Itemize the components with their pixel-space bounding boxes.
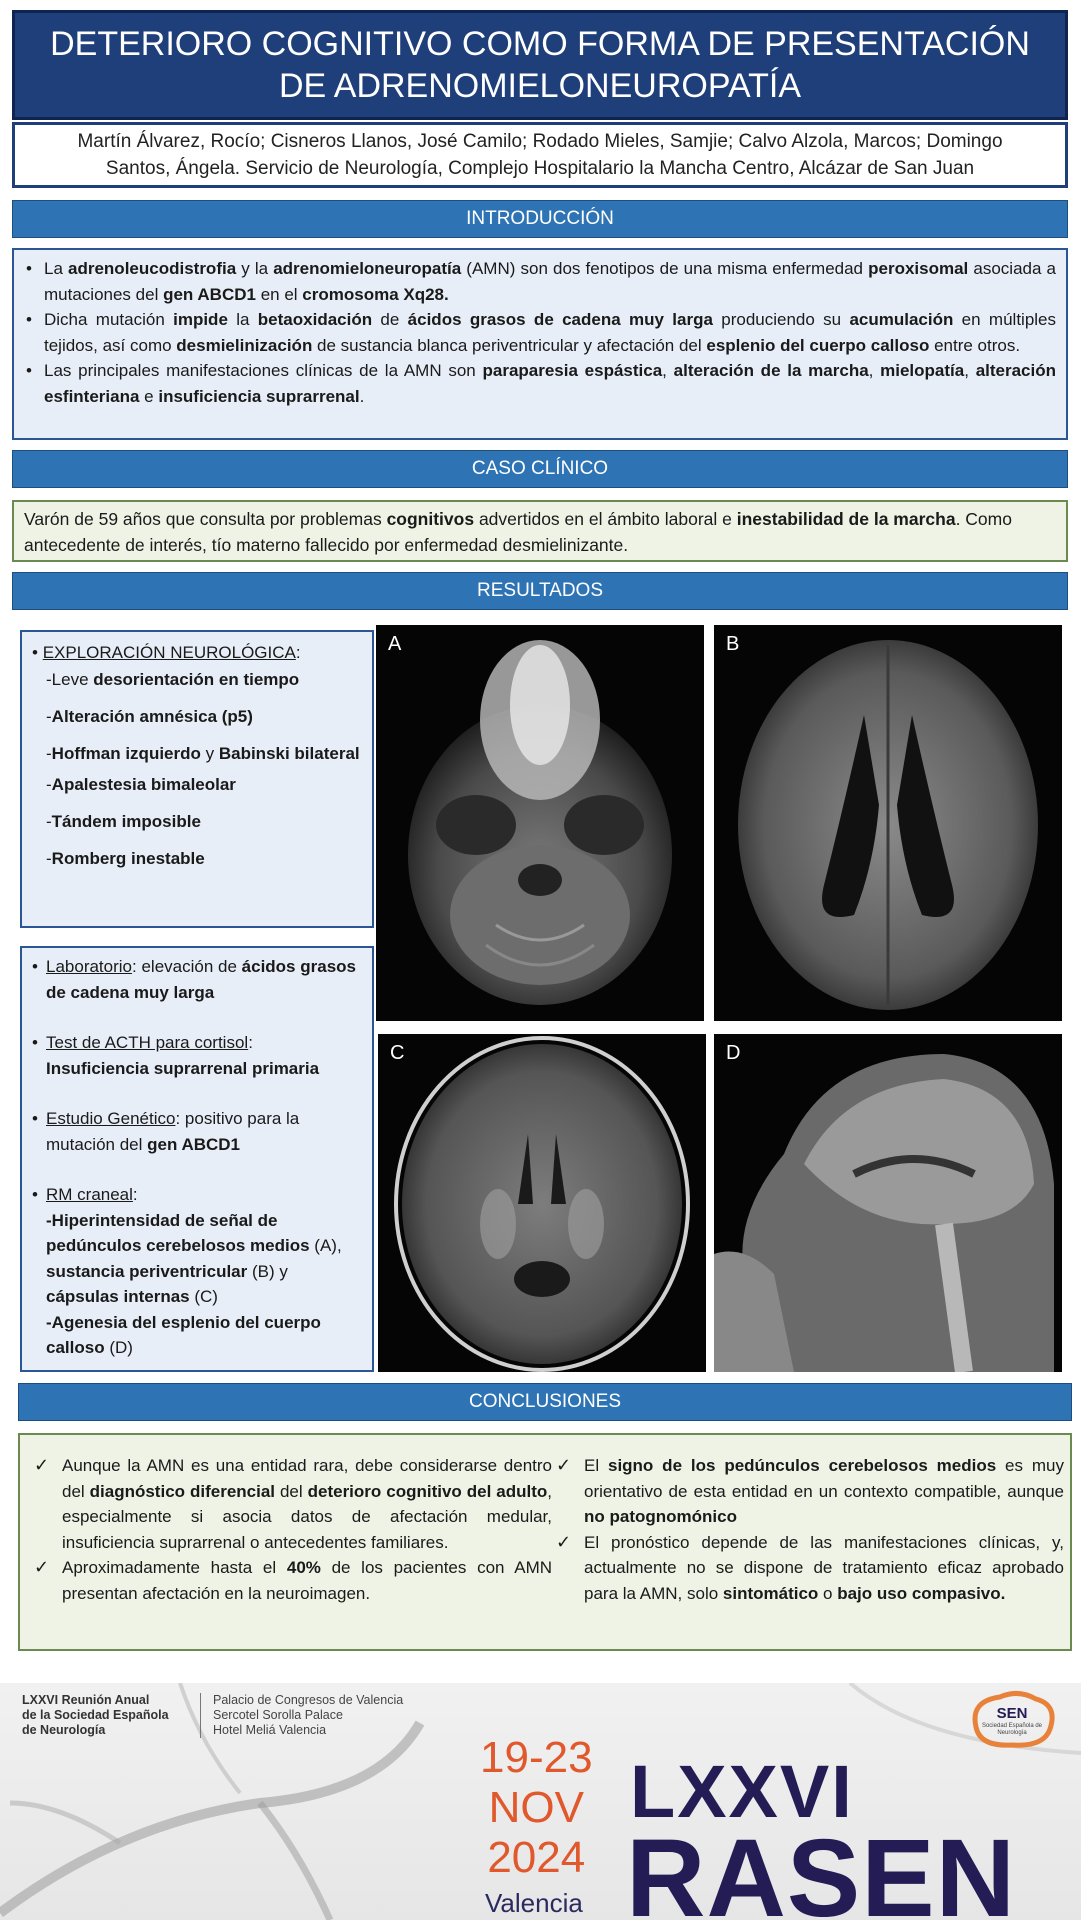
acth-item: • Test de ACTH para cortisol: Insuficiencia suprarrenal primaria bbox=[32, 1030, 362, 1081]
event-dates: 19-23 NOV 2024 bbox=[480, 1733, 593, 1882]
section-header-conclusions: CONCLUSIONES bbox=[18, 1383, 1072, 1421]
poster-title: DETERIORO COGNITIVO COMO FORMA DE PRESENTACIÓN DE ADRENOMIELONEUROPATÍA bbox=[12, 10, 1068, 120]
section-header-results: RESULTADOS bbox=[12, 572, 1068, 610]
conclusion-item: ✓ El pronóstico depende de las manifestaciones clínicas, y, actualmente no se dispone de tratamiento eficaz aprobado para la AMN, solo sintomático o bajo uso compasivo. bbox=[556, 1531, 1064, 1603]
check-icon: ✓ bbox=[34, 1557, 50, 1577]
mri-image-d bbox=[714, 1034, 1062, 1372]
genetic-item: • Estudio Genético: positivo para la mutación del gen ABCD1 bbox=[32, 1106, 362, 1157]
case-panel bbox=[12, 500, 1068, 562]
lab-panel bbox=[20, 946, 374, 1372]
event-city: Valencia bbox=[485, 1888, 583, 1918]
event-name: RASEN bbox=[626, 1817, 1017, 1920]
lab-item: • Laboratorio: elevación de ácidos grasos de cadena muy larga bbox=[32, 954, 362, 1005]
axial-mri-c-illustration bbox=[378, 1034, 706, 1372]
venues: Palacio de Congresos de Valencia Sercotel Sorolla Palace Hotel Meliá Valencia bbox=[200, 1693, 403, 1738]
sagittal-mri-d-illustration bbox=[714, 1034, 1062, 1372]
case-text: Varón de 59 años que consulta por problemas cognitivos advertidos en el ámbito laboral e inestabilidad de la marcha. Como antecedente de interés, tío materno fallecido por enfermedad desmielinizante. bbox=[24, 509, 1012, 555]
mri-image-c bbox=[378, 1034, 706, 1372]
exploration-item: -Alteración amnésica (p5) bbox=[46, 707, 253, 726]
conclusions-panel bbox=[18, 1433, 1072, 1651]
conclusion-item: ✓ Aproximadamente hasta el 40% de los pacientes con AMN presentan afectación en la neuroimagen. bbox=[34, 1557, 553, 1603]
exploration-item: -Romberg inestable bbox=[46, 849, 205, 868]
congress-footer bbox=[0, 1683, 1081, 1920]
intro-bullet: • Dicha mutación impide la betaoxidación de ácidos grasos de cadena muy larga produciendo su acumulación en múltiples tejidos, así como desmielinización de sustancia blanca periventricular y afectación del esplenio del cuerpo calloso entre otros. bbox=[24, 307, 1056, 358]
mri-item: • RM craneal: -Hiperintensidad de señal de pedúnculos cerebelosos medios (A), sustancia periventricular (B) y cápsulas internas (C) -Agenesia del esplenio del cuerpo calloso (D) bbox=[32, 1182, 362, 1361]
exploration-item: -Hoffman izquierdo y Babinski bilateral bbox=[46, 744, 360, 763]
check-icon: ✓ bbox=[556, 1455, 572, 1475]
exploration-item: -Leve desorientación en tiempo bbox=[46, 670, 300, 689]
conclusion-item: ✓ Aunque la AMN es una entidad rara, debe considerarse dentro del diagnóstico diferencial del deterioro cognitivo del adulto, especialmente si asocia datos de afectación medular, insuficiencia suprarrenal o antecedentes familiares. bbox=[34, 1455, 552, 1552]
intro-list bbox=[14, 250, 1066, 409]
exploration-heading: • EXPLORACIÓN NEUROLÓGICA: bbox=[32, 643, 301, 662]
exploration-item: -Tándem imposible bbox=[46, 812, 201, 831]
intro-bullet: • Las principales manifestaciones clínicas de la AMN son paraparesia espástica, alteración de la marcha, mielopatía, alteración esfinteriana e insuficiencia suprarrenal. bbox=[24, 358, 1056, 409]
check-icon: ✓ bbox=[556, 1531, 572, 1552]
image-label-b: B bbox=[726, 633, 740, 655]
section-header-case: CASO CLÍNICO bbox=[12, 450, 1068, 488]
org-name: LXXVI Reunión Anual de la Sociedad Española de Neurología bbox=[22, 1693, 169, 1737]
image-label-c: C bbox=[390, 1042, 405, 1064]
section-header-intro: INTRODUCCIÓN bbox=[12, 200, 1068, 238]
image-label-a: A bbox=[388, 633, 402, 655]
conclusion-item: ✓ El signo de los pedúnculos cerebelosos medios es muy orientativo de esta entidad en un contexto compatible, aunque no patognomónico bbox=[556, 1455, 1064, 1526]
axial-mri-b-illustration bbox=[714, 625, 1062, 1021]
sen-logo: SEN Sociedad Española de Neurología bbox=[966, 1689, 1058, 1751]
intro-panel bbox=[12, 248, 1068, 440]
check-icon: ✓ bbox=[34, 1455, 50, 1475]
mri-image-b bbox=[714, 625, 1062, 1021]
mri-image-a bbox=[376, 625, 704, 1021]
conclusions-left bbox=[28, 1453, 552, 1606]
exploration-panel bbox=[20, 630, 374, 928]
conclusions-right bbox=[550, 1453, 1064, 1606]
image-label-d: D bbox=[726, 1042, 741, 1064]
exploration-item: -Apalestesia bimaleolar bbox=[46, 775, 236, 794]
event-number: LXXVI bbox=[630, 1750, 854, 1833]
axial-mri-a-illustration bbox=[376, 625, 704, 1021]
authors-affiliation: Martín Álvarez, Rocío; Cisneros Llanos, José Camilo; Rodado Mieles, Samjie; Calvo Alzola, Marcos; Domingo Santos, Ángela. Servicio de Neurología, Complejo Hospitalario la Mancha Centro, Alcázar de San Juan bbox=[12, 122, 1068, 188]
intro-bullet: • La adrenoleucodistrofia y la adrenomieloneuropatía (AMN) son dos fenotipos de una misma enfermedad peroxisomal asociada a mutaciones del gen ABCD1 en el cromosoma Xq28. bbox=[24, 256, 1056, 307]
